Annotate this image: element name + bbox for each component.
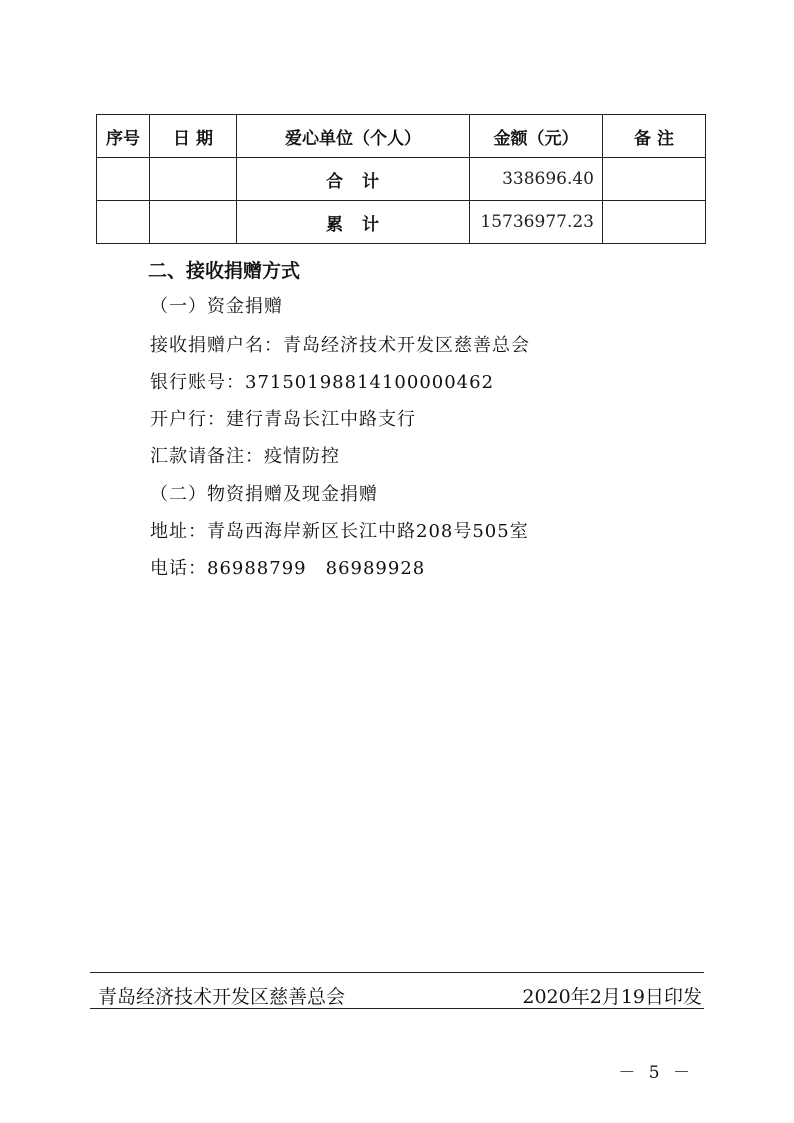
cumulative-label: 累 计 bbox=[237, 201, 470, 244]
footer-bottom-rule bbox=[90, 1008, 704, 1009]
account-number: 银行账号：37150198814100000462 bbox=[150, 372, 495, 393]
header-date: 日 期 bbox=[150, 115, 237, 158]
cell-date bbox=[150, 201, 237, 244]
cell-no bbox=[97, 158, 150, 201]
bank-name: 开户行：建行青岛长江中路支行 bbox=[150, 409, 416, 430]
cell-note bbox=[603, 201, 706, 244]
subtotal-label: 合 计 bbox=[237, 158, 470, 201]
header-unit: 爱心单位（个人） bbox=[237, 115, 470, 158]
address: 地址：青岛西海岸新区长江中路208号505室 bbox=[150, 521, 529, 542]
cumulative-amount: 15736977.23 bbox=[470, 201, 603, 244]
donation-table bbox=[96, 114, 706, 244]
section-title: 二、接收捐赠方式 bbox=[148, 260, 301, 282]
account-name: 接收捐赠户名：青岛经济技术开发区慈善总会 bbox=[150, 335, 530, 356]
cell-no bbox=[97, 201, 150, 244]
footer-date: 2020年2月19日印发 bbox=[522, 986, 702, 1008]
phone: 电话：86988799 86989928 bbox=[150, 558, 426, 579]
subtotal-amount: 338696.40 bbox=[470, 158, 603, 201]
footer-issuer: 青岛经济技术开发区慈善总会 bbox=[98, 986, 346, 1008]
header-amount: 金额（元） bbox=[470, 115, 603, 158]
cell-note bbox=[603, 158, 706, 201]
table-row-subtotal bbox=[97, 158, 706, 201]
table-header-row bbox=[97, 115, 706, 158]
cash-donation-heading: （一）资金捐赠 bbox=[150, 296, 283, 317]
table-row-cumulative bbox=[97, 201, 706, 244]
footer-top-rule bbox=[90, 972, 704, 973]
page-number: － 5 － bbox=[618, 1063, 694, 1083]
header-note: 备 注 bbox=[603, 115, 706, 158]
header-no: 序号 bbox=[97, 115, 150, 158]
transfer-remark: 汇款请备注：疫情防控 bbox=[150, 446, 340, 467]
goods-donation-heading: （二）物资捐赠及现金捐赠 bbox=[150, 484, 378, 505]
cell-date bbox=[150, 158, 237, 201]
